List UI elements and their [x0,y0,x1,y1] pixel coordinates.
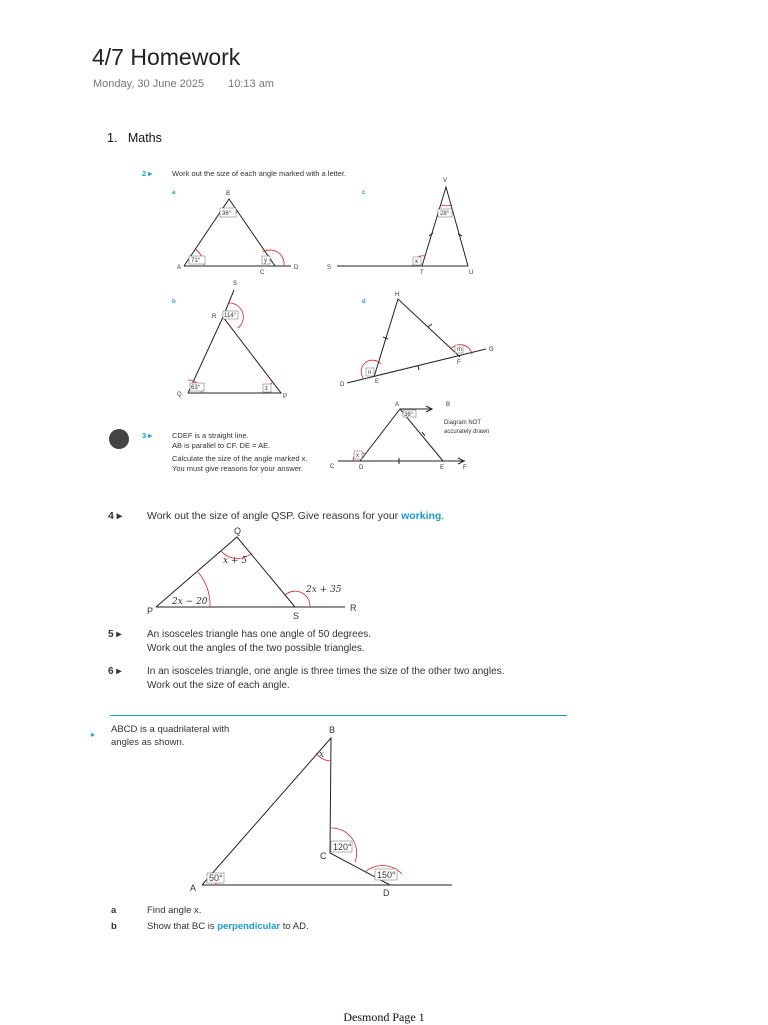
q4-text-main: Work out the size of angle QSP. Give reasons for your [147,510,399,522]
q7-diagram [190,725,452,898]
q2c-diagram [327,178,473,276]
page-time: 10:13 am [228,78,274,90]
page-date: Monday, 30 June 2025 [93,78,205,90]
q2-instruction: Work out the size of each angle marked with a letter. [172,169,347,178]
q7b-perpendicular: perpendicular [217,921,281,932]
q2b-tag: b [172,299,176,305]
q2b-diagram [177,281,287,400]
q2c-angle-x: x [415,259,418,265]
q5-line2: Work out the angles of the two possible triangles. [147,643,365,654]
q2d-diagram [340,292,494,388]
q2c-point-v: V [443,178,448,184]
q6-line2: Work out the size of each angle. [147,680,290,691]
q4-diagram [147,526,357,621]
q2c-angle-28: 28° [440,211,450,217]
page-title: 4/7 Homework [92,44,241,70]
q4-number: 4 ▸ [108,510,123,522]
q3-point-b: B [446,402,451,408]
q6-line1: In an isosceles triangle, one angle is three times the size of the other two angles. [147,666,505,677]
q7-point-c: C [320,851,327,861]
q7b-text-1: Show that BC is [147,921,215,932]
q2a-angle-71: 71° [191,258,201,264]
q2b-point-r: R [212,314,217,320]
q2a-point-d: D [294,265,299,271]
q3-number: 3 ▸ [142,431,153,440]
q2b-point-p: P [283,394,288,400]
q4-expr-left: 2x − 20 [172,597,208,607]
q7b-tag: b [111,921,117,932]
q3-line4: You must give reasons for your answer. [172,464,304,473]
q2d-angle-n: n [368,370,372,376]
q2c-point-s: S [327,265,332,271]
q2d-point-f: F [457,360,461,366]
q2b-point-q: Q [177,392,182,398]
q7-line2: angles as shown. [111,737,185,748]
q4-point-r: R [350,603,357,613]
q7a-tag: a [111,905,117,916]
q3-note2: accurately drawn [444,429,490,435]
q3-point-a: A [395,402,400,408]
q3-point-c: C [330,464,335,470]
q7-line1: ABCD is a quadrilateral with [111,724,230,735]
q3-point-f: F [463,465,467,471]
q2c-tag: c [362,190,366,196]
q3-angle-x: x [356,453,359,459]
q2a-point-b: B [226,191,231,197]
q6-number: 6 ▸ [108,666,122,677]
q2b-point-s: S [233,281,238,287]
q7b-text-2: to AD. [282,921,309,932]
q5-number: 5 ▸ [108,629,122,640]
q7-angle-x: x [319,750,325,760]
q4-point-p: P [147,606,154,616]
q7-point-d: D [383,888,390,898]
q7-angle-120: 120° [333,842,352,852]
q3-angle-36: 36° [404,412,414,418]
q2b-angle-63: 63° [191,385,201,391]
q3-line3: Calculate the size of the angle marked x. [172,454,308,463]
q7-point-b: B [329,725,336,735]
q2b-angle-114: 114° [224,313,236,319]
q3-point-e: E [440,465,445,471]
q2a-tag: a [172,190,176,196]
q3-diagram [330,402,467,471]
q2a-point-c: C [260,270,265,276]
q2d-point-h: H [395,292,400,298]
q3-line1: CDEF is a straight line. [172,431,249,440]
q2-number: 2 ▸ [142,169,153,178]
q5-line1: An isosceles triangle has one angle of 50 degrees. [147,629,372,640]
q2d-angle-m: m [457,347,462,353]
q2c-point-t: T [420,270,424,276]
q7-angle-50: 50° [209,873,223,883]
q7-marker: ▸ [91,730,96,739]
q3-note1: Diagram NOT [444,420,482,426]
q4-point-s: S [293,611,300,621]
q2d-point-d: D [340,382,345,388]
q2d-point-e: E [375,379,380,385]
q4-expr-right: 2x + 35 [306,585,342,595]
q2a-angle-y: y [264,258,267,264]
q4-working: working [401,510,442,522]
page-footer: Desmond Page 1 [343,1010,425,1024]
q2b-angle-z: z [265,386,268,392]
q2d-point-g: G [489,347,494,353]
q3-line2: AB is parallel to CF. DE = AE. [172,441,271,450]
q2d-tag: d [362,299,366,305]
q4-period: . [441,510,445,522]
q2c-point-u: U [469,270,474,276]
q3-point-d: D [359,465,364,471]
q7-angle-150: 150° [377,870,396,880]
q7-point-a: A [190,883,197,893]
q4-expr-top: x + 5 [223,556,248,566]
section-heading: 1. Maths [107,131,162,145]
q2a-angle-36: 36° [222,211,232,217]
q7a-text: Find angle x. [147,905,202,916]
q2a-point-a: A [177,265,182,271]
q4-point-q: Q [234,526,242,536]
q2a-diagram [177,191,299,276]
